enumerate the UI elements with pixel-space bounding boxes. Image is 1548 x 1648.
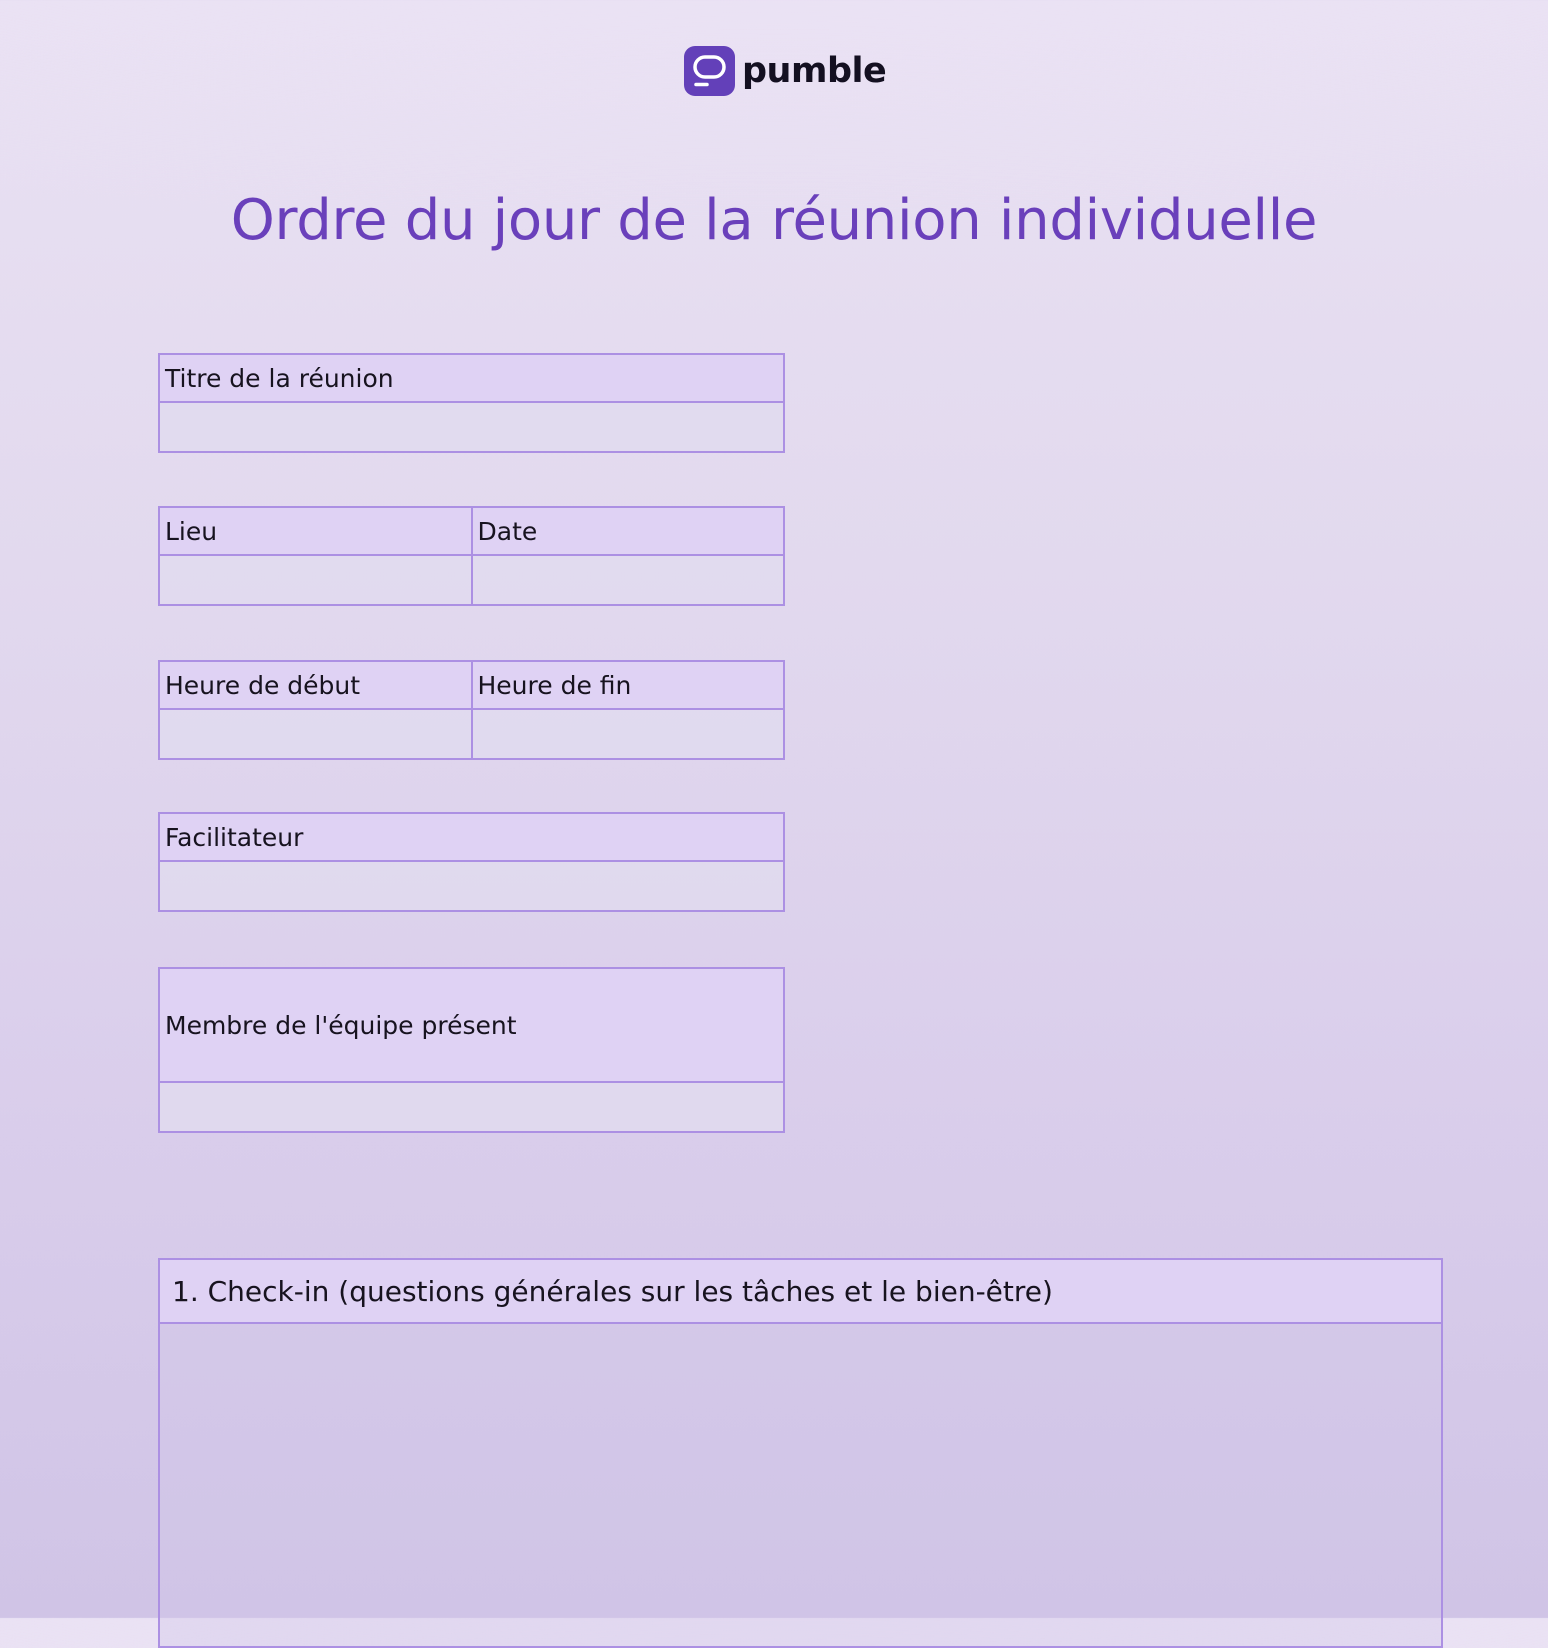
location-label: Lieu	[159, 507, 472, 555]
meeting-title-field[interactable]	[159, 402, 784, 452]
facilitator-field[interactable]	[159, 861, 784, 911]
start-time-field[interactable]	[159, 709, 472, 759]
facilitator-table	[158, 812, 785, 912]
meeting-title-label: Titre de la réunion	[159, 354, 784, 402]
date-label: Date	[472, 507, 785, 555]
start-time-label: Heure de début	[159, 661, 472, 709]
brand-name: pumble	[742, 51, 887, 91]
facilitator-label: Facilitateur	[159, 813, 784, 861]
team-member-label: Membre de l'équipe présent	[159, 968, 784, 1082]
date-field[interactable]	[472, 555, 785, 605]
page-title: Ordre du jour de la réunion individuelle	[230, 188, 1318, 253]
pumble-logo	[684, 46, 886, 96]
agenda-item-1-table	[158, 1258, 1443, 1648]
agenda-item-label: 1. Check-in (questions générales sur les tâches et le bien-être)	[159, 1259, 1442, 1323]
pumble-logo-icon	[684, 46, 735, 96]
location-date-table	[158, 506, 785, 606]
team-member-table	[158, 967, 785, 1133]
agenda-item-notes[interactable]	[159, 1323, 1442, 1647]
time-table	[158, 660, 785, 760]
meeting-title-table	[158, 353, 785, 453]
location-field[interactable]	[159, 555, 472, 605]
team-member-field[interactable]	[159, 1082, 784, 1132]
end-time-label: Heure de fin	[472, 661, 785, 709]
end-time-field[interactable]	[472, 709, 785, 759]
